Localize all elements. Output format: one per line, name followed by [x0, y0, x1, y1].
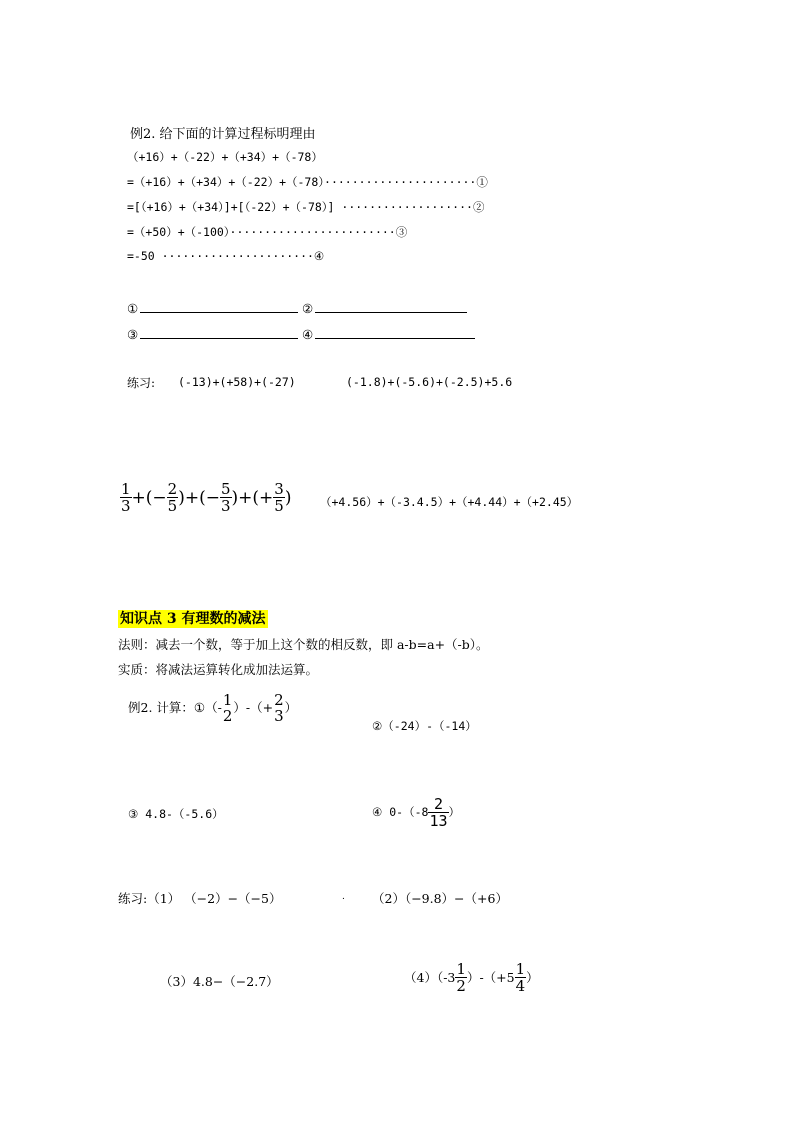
calc-line-2: =[（+16）+（+34）]+[（-22）+（-78）] ···················②	[127, 200, 485, 214]
practice1-expr-2: (-1.8)+(-5.6)+(-2.5)+5.6	[346, 375, 513, 389]
practice2-p2: （2）（−9.8）−（+6）	[372, 891, 508, 906]
fraction-2-3: 2 3	[274, 691, 284, 725]
calc-line-4: =-50 ······················④	[127, 249, 325, 263]
calc-line-3: =（+50）+（-100）························③	[127, 225, 408, 239]
blank-2-line	[315, 301, 467, 313]
practice2-p4: （4）（-3 $\frac{1}{2}$ ）-（+5 $\frac{1}{4}$ ）	[404, 960, 539, 995]
section3-heading: 知识点 3 有理数的减法	[120, 611, 266, 627]
practice1-label: 练习:	[127, 376, 156, 390]
practice1-expr-4: （+4.56）+（-3.4.5）+（+4.44）+（+2.45）	[320, 495, 579, 509]
fraction-1-2: 1 2	[222, 691, 233, 725]
blank-4-line	[315, 327, 475, 339]
practice2-p1: 练习:（1） （−2）−（−5）	[118, 891, 282, 906]
example2b-q4: ④ 0-（-8 $\frac{2}{13}$ ）	[372, 795, 460, 830]
calc-line-0: （+16）+（-22）+（+34）+（-78）	[127, 150, 323, 164]
blank-3-line	[140, 327, 298, 339]
example2b-label: 例2. 计算：	[128, 700, 194, 716]
practice1-fraction-expr: $\frac{1}{3}$ +(− $\frac{2}{5}$ )+(− $\frac{5}{3}$ )+(+ $\frac{3}{5}$ )	[121, 480, 292, 515]
blank-2-label: ②	[302, 301, 314, 316]
practice2-p3: （3）4.8−（−2.7）	[160, 974, 279, 989]
example2b-q3: ③ 4.8-（-5.6）	[128, 807, 224, 821]
subtraction-essence: 实质：将减法运算转化成加法运算。	[118, 662, 319, 677]
answer-blank-2[interactable]	[302, 301, 467, 316]
stray-dot: .	[342, 892, 345, 902]
fraction-1-4-mixed: $\frac{1}{4}$	[515, 960, 526, 995]
answer-blank-1[interactable]	[127, 301, 298, 316]
fraction-2-13: $\frac{2}{13}$	[429, 795, 448, 830]
practice1-expr-1: (-13)+(+58)+(-27)	[178, 375, 296, 389]
calc-line-1: =（+16）+（+34）+（-22）+（-78）······················①	[127, 175, 488, 189]
fraction-1-3: $\frac{1}{3}$	[121, 480, 131, 515]
fraction-3-5: $\frac{3}{5}$	[274, 480, 284, 515]
answer-blank-3[interactable]	[127, 327, 298, 342]
blank-3-label: ③	[127, 327, 139, 342]
fraction-5-3: $\frac{5}{3}$	[220, 480, 231, 515]
example2b-q1: 例2. 计算： ①（- 1 2 ）-（+ 2 3 ）	[128, 691, 298, 725]
fraction-1-2-mixed: $\frac{1}{2}$	[456, 960, 466, 995]
example2-title: 例2. 给下面的计算过程标明理由	[130, 127, 316, 142]
subtraction-rule: 法则：减去一个数，等于加上这个数的相反数，即 a-b=a+（-b）。	[118, 637, 489, 652]
example2b-q2: ②（-24）-（-14）	[372, 719, 477, 733]
answer-blank-4[interactable]	[302, 327, 475, 342]
fraction-2-5: $\frac{2}{5}$	[167, 480, 178, 515]
blank-1-line	[140, 301, 298, 313]
blank-4-label: ④	[302, 327, 314, 342]
blank-1-label: ①	[127, 301, 139, 316]
